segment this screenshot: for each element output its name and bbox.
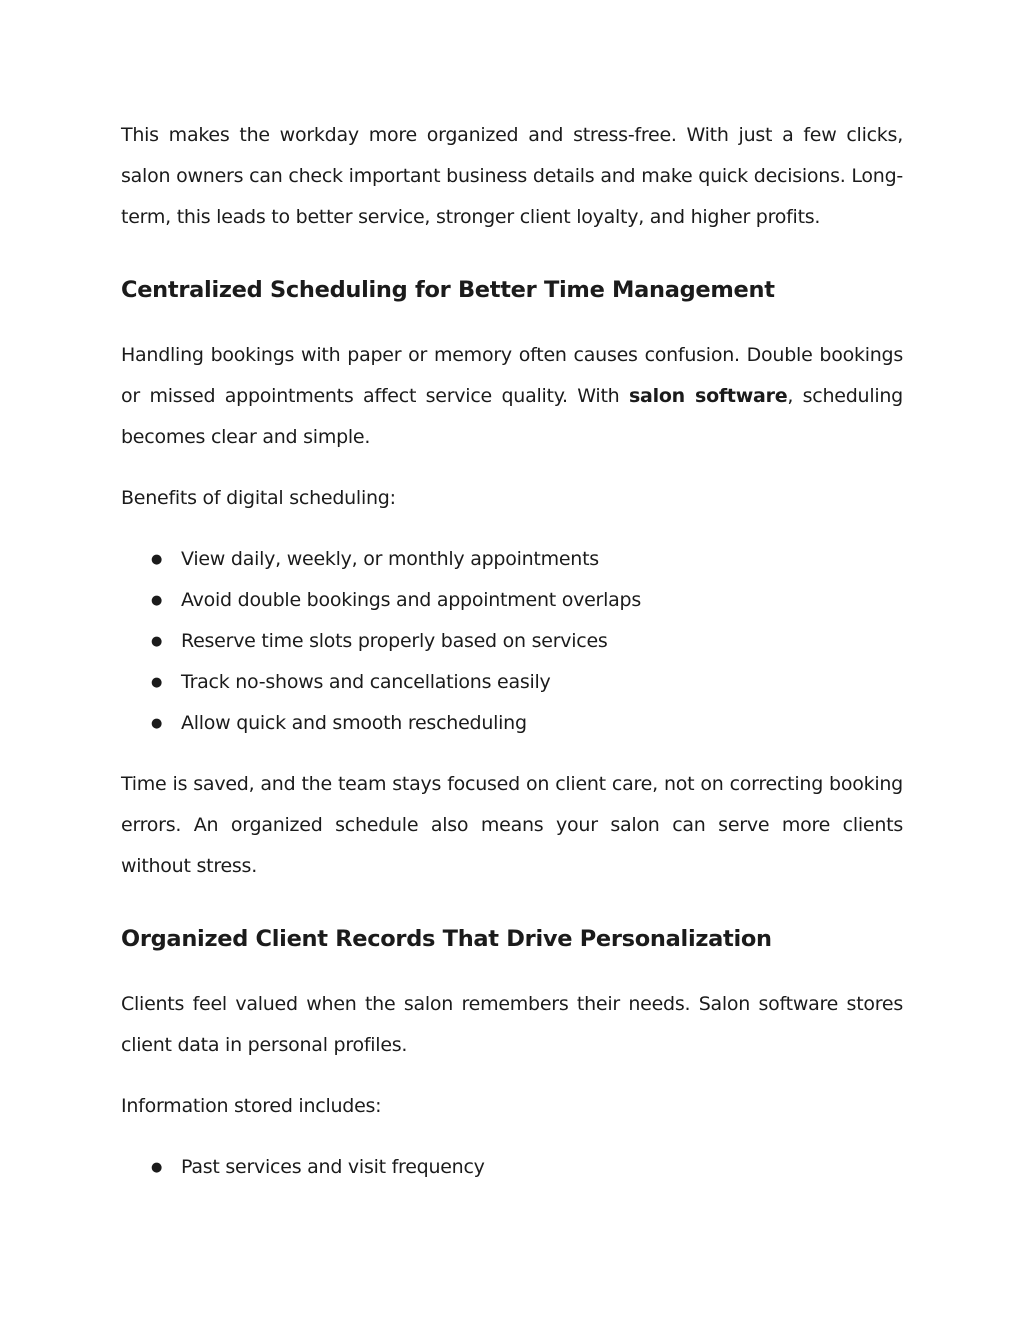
list-item-text: Track no-shows and cancellations easily bbox=[181, 671, 551, 693]
records-heading: Organized Client Records That Drive Personalization bbox=[121, 926, 772, 952]
info-lead: Information stored includes: bbox=[121, 1095, 382, 1117]
list-item-text: Past services and visit frequency bbox=[181, 1156, 485, 1178]
list-item-text: View daily, weekly, or monthly appointments bbox=[181, 548, 599, 570]
list-item bbox=[121, 621, 903, 662]
list-item bbox=[121, 662, 903, 703]
list-item bbox=[121, 703, 903, 744]
bullet-icon: ● bbox=[151, 716, 163, 731]
list-item bbox=[121, 539, 903, 580]
list-item-text: Avoid double bookings and appointment overlaps bbox=[181, 589, 641, 611]
salon-software-bold: salon software bbox=[628, 385, 788, 407]
bullet-icon: ● bbox=[151, 552, 163, 567]
benefits-list bbox=[121, 539, 903, 744]
list-item bbox=[121, 1147, 903, 1188]
bullet-icon: ● bbox=[151, 593, 163, 608]
info-list bbox=[121, 1147, 903, 1188]
scheduling-paragraph-end: , scheduling becomes clear and simple. bbox=[121, 385, 903, 448]
list-item-text: Allow quick and smooth rescheduling bbox=[181, 712, 527, 734]
scheduling-heading: Centralized Scheduling for Better Time Management bbox=[121, 277, 775, 303]
bullet-icon: ● bbox=[151, 1160, 163, 1175]
benefits-lead: Benefits of digital scheduling: bbox=[121, 487, 396, 509]
bullet-icon: ● bbox=[151, 634, 163, 649]
bullet-icon: ● bbox=[151, 675, 163, 690]
records-paragraph: Clients feel valued when the salon remembers their needs. Salon software stores client data in personal profiles. bbox=[121, 993, 903, 1056]
list-item-text: Reserve time slots properly based on services bbox=[181, 630, 608, 652]
scheduling-paragraph-start: Handling bookings with paper or memory often causes confusion. Double bookings or missed appointments affect service quality. With bbox=[121, 344, 903, 407]
intro-paragraph: This makes the workday more organized and stress-free. With just a few clicks, salon owners can check important business details and make quick decisions. Long-term, this leads to better service, stronger client loyalty, and higher profits. bbox=[121, 124, 903, 228]
scheduling-closing-paragraph: Time is saved, and the team stays focused on client care, not on correcting booking errors. An organized schedule also means your salon can serve more clients without stress. bbox=[121, 773, 903, 877]
scheduling-paragraph bbox=[121, 335, 903, 458]
document-page bbox=[121, 115, 903, 1188]
list-item bbox=[121, 580, 903, 621]
